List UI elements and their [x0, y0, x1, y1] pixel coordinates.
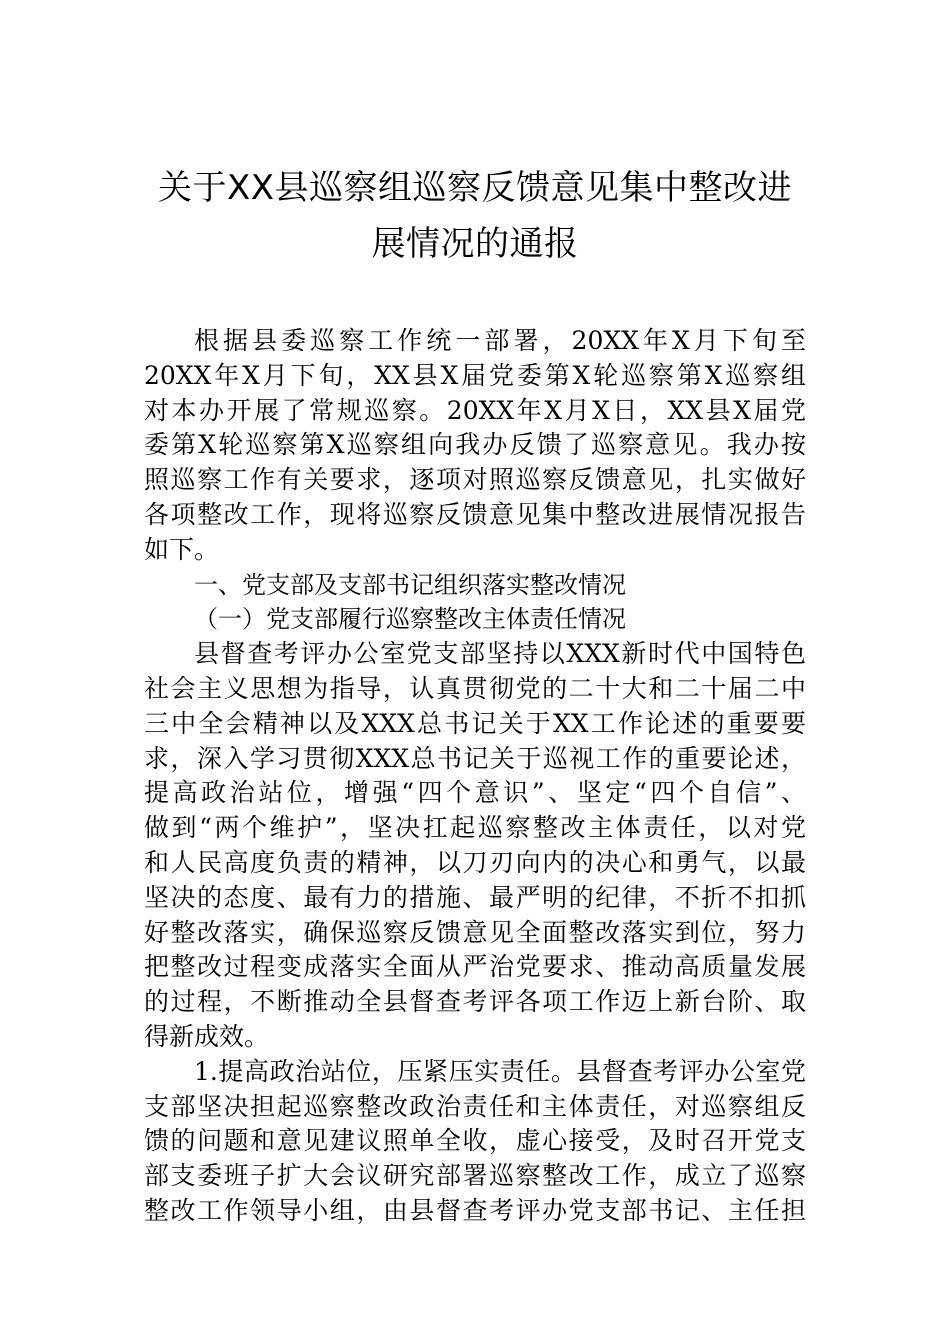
paragraph-line: 委第X轮巡察第X巡察组向我办反馈了巡察意见。我办按: [144, 430, 806, 460]
paragraph-line: 照巡察工作有关要求，逐项对照巡察反馈意见，扎实做好: [144, 465, 806, 495]
paragraph-line: 1.提高政治站位，压紧压实责任。县督查考评办公室党: [194, 1056, 806, 1086]
paragraph-line: 坚决的态度、最有力的措施、最严明的纪律，不折不扣抓: [144, 882, 806, 912]
paragraph-line: 如下。: [144, 534, 220, 564]
paragraph-line: 把整改过程变成落实全面从严治党要求、推动高质量发展: [144, 952, 806, 982]
paragraph-line: 做到“两个维护”，坚决扛起巡察整改主体责任，以对党: [144, 813, 806, 843]
title-line-2: 展情况的通报: [371, 224, 579, 264]
document-title: [120, 160, 830, 272]
paragraph-line: 好整改落实，确保巡察反馈意见全面整改落实到位，努力: [144, 917, 806, 947]
section-heading: （一）党支部履行巡察整改主体责任情况: [194, 605, 626, 634]
paragraph-line: 支部坚决担起巡察整改政治责任和主体责任，对巡察组反: [144, 1091, 806, 1121]
paragraph-line: 对本办开展了常规巡察。20XX年X月X日，XX县X届党: [144, 395, 806, 425]
paragraph-line: 20XX年X月下旬，XX县X届党委第X轮巡察第X巡察组: [144, 360, 806, 390]
paragraph-line: 县督查考评办公室党支部坚持以XXX新时代中国特色: [194, 639, 806, 669]
paragraph-line: 根据县委巡察工作统一部署，20XX年X月下旬至: [194, 326, 806, 355]
paragraph-line: 三中全会精神以及XXX总书记关于XX工作论述的重要要: [144, 708, 806, 738]
paragraph-line: 整改工作领导小组，由县督查考评办党支部书记、主任担: [144, 1195, 806, 1225]
paragraph-line: 社会主义思想为指导，认真贯彻党的二十大和二十届二中: [144, 673, 806, 703]
paragraph-line: 和人民高度负责的精神，以刀刃向内的决心和勇气，以最: [144, 847, 806, 877]
section-heading: 一、党支部及支部书记组织落实整改情况: [194, 570, 626, 599]
paragraph-line: 各项整改工作，现将巡察反馈意见集中整改进展情况报告: [144, 499, 806, 529]
paragraph-line: 的过程，不断推动全县督查考评各项工作迈上新台阶、取: [144, 987, 806, 1017]
paragraph-line: 馈的问题和意见建议照单全收，虚心接受，及时召开党支: [144, 1126, 806, 1156]
paragraph-line: 得新成效。: [144, 1021, 270, 1051]
document-body: [144, 324, 806, 1229]
title-line-1: 关于XX县巡察组巡察反馈意见集中整改进: [157, 168, 793, 208]
paragraph-line: 部支委班子扩大会议研究部署巡察整改工作，成立了巡察: [144, 1161, 806, 1191]
paragraph-line: 求，深入学习贯彻XXX总书记关于巡视工作的重要论述，: [144, 743, 806, 773]
paragraph-line: 提高政治站位，增强“四个意识”、坚定“四个自信”、: [144, 778, 806, 808]
